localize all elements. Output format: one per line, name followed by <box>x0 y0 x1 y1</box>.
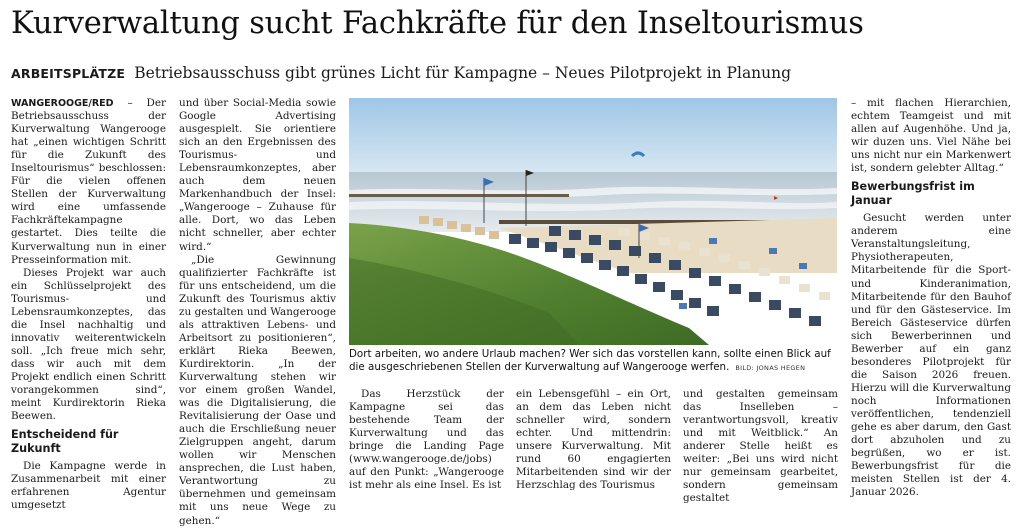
subheadline <box>11 62 1016 85</box>
paragraph: ein Lebensgefühl – ein Ort, an dem das Leben nicht schneller wird, sondern echter. Und mittendrin: unsere Kurverwaltung. Mit rund 60 engagierten Mitarbeitenden sind wir der Herzschlag des Tourismus <box>516 388 671 492</box>
column-5 <box>683 388 838 505</box>
paragraph: und gestalten gemeinsam das Inselleben – verantwortungsvoll, kreativ und mit Weitblick.“ An anderer Stelle heißt es weiter: „Bei uns wird nicht nur gemeinsam gearbeitet, sondern gemeinsam gestaltet <box>683 388 838 505</box>
paragraph: Dieses Projekt war auch ein Schlüsselprojekt des Tourismus- und Lebensraumkonzeptes, das die Insel nachhaltig und innovativ weiterentwickeln soll. „Ich freue mich sehr, dass wir auch mit dem Projekt endlich einen Schritt vorangekommen sind“, meint Kurdirektorin Rieka Beewen. <box>11 266 166 423</box>
paragraph: – mit flachen Hierarchien, echtem Teamgeist und mit allen auf Augenhöhe. Und ja, wir duzen uns. Viel Nähe bei uns nicht nur ein Markenwert ist, sondern gelebter Alltag.“ <box>851 97 1011 175</box>
beach-photo <box>349 98 837 345</box>
column-6 <box>851 97 1011 499</box>
column-1 <box>11 97 166 512</box>
paragraph: und über Social-Media sowie Google Advertising ausgespielt. Sie orientiere sich an den Ergebnissen des Tourismus- und Lebensraumkonzeptes, aber auch dem neuen Markenhandbuch der Insel: „Wangerooge – Zuhause für alle. Dort, wo das Leben nicht schneller, aber echter wird.“ <box>179 97 336 253</box>
paragraph-text: – Der Betriebsausschuss der Kurverwaltung Wangerooge hat „einen wichtigen Schritt für die Zukunft des Inseltourismus“ beschlossen: Für die vielen offenen Stellen der Kurverwaltung wird eine umfassende Fachkräftekampagne gestartet. Dies teilte die Kurverwaltung nun in einer Presseinformation mit. <box>11 97 166 266</box>
paragraph: Das Herzstück der Kampagne sei das bestehende Team der Kurverwaltung und das bringe die Landing Page (www.wangerooge.de/jobs) auf den Punkt: „Wangerooge ist mehr als eine Insel. Es ist <box>349 388 504 492</box>
paragraph <box>11 97 166 267</box>
subtitle: Betriebsausschuss gibt grünes Licht für Kampagne – Neues Pilotprojekt in Planung <box>134 64 792 82</box>
kicker: ARBEITSPLÄTZE <box>11 66 126 81</box>
photo-credit: BILD: JONAS HEGEN <box>735 364 806 372</box>
headline: Kurverwaltung sucht Fachkräfte für den Inseltourismus <box>11 6 864 41</box>
photo-caption <box>349 348 837 375</box>
column-4 <box>516 388 671 492</box>
caption-text: Dort arbeiten, wo andere Urlaub machen? Wer sich das vorstellen kann, sollte einen Blick auf die ausgeschriebenen Stellen der Kurverwaltung auf Wangerooge werfen. <box>349 348 831 373</box>
paragraph: Die Kampagne werde in Zusammenarbeit mit einer erfahrenen Agentur umgesetzt <box>11 460 166 512</box>
subheading-bewerbungsfrist: Bewerbungsfrist im Januar <box>851 180 975 207</box>
paragraph: „Die Gewinnung qualifizierter Fachkräfte ist für uns entscheidend, um die Zukunft des Tourismus aktiv zu gestalten und Wangerooge als attraktiven Lebens- und Arbeitsort zu positionieren“, erklärt Rieka Beewen, Kurdirektorin. „In der Kurverwaltung stehen wir vor einem großen Wandel, was die Digitalisierung, die Revitalisierung der Oase und auch die Erschließung neuer Zielgruppen angeht, darum wollen wir Menschen ansprechen, die Lust haben, Verantwortung zu übernehmen und gemeinsam mit uns neue Wege zu gehen.“ <box>179 253 336 527</box>
column-3 <box>349 388 504 492</box>
subheading-zukunft: Entscheidend für Zukunft <box>11 428 119 455</box>
paragraph: Gesucht werden unter anderem eine Veranstaltungsleitung, Physiotherapeuten, Mitarbeitende für die Sport- und Kinderanimation, Mitarbeitende für den Bauhof und für den Gästeservice. Im Bereich Gästeservice dürfen sich Bewerberinnen und Bewerber auf ein ganz besonderes Pilotprojekt für die Saison 2026 freuen. Hierzu will die Kurverwaltung noch Informationen veröffentlichen, tendenziell gehe es aber darum, den Gast dort abzuholen und zu begrüßen, wo er ist. Bewerbungsfrist für die meisten Stellen ist der 4. Januar 2026. <box>851 212 1011 499</box>
beach-photo-illustration <box>349 98 837 345</box>
column-2 <box>179 97 336 528</box>
dateline: WANGEROOGE/RED <box>11 98 114 109</box>
